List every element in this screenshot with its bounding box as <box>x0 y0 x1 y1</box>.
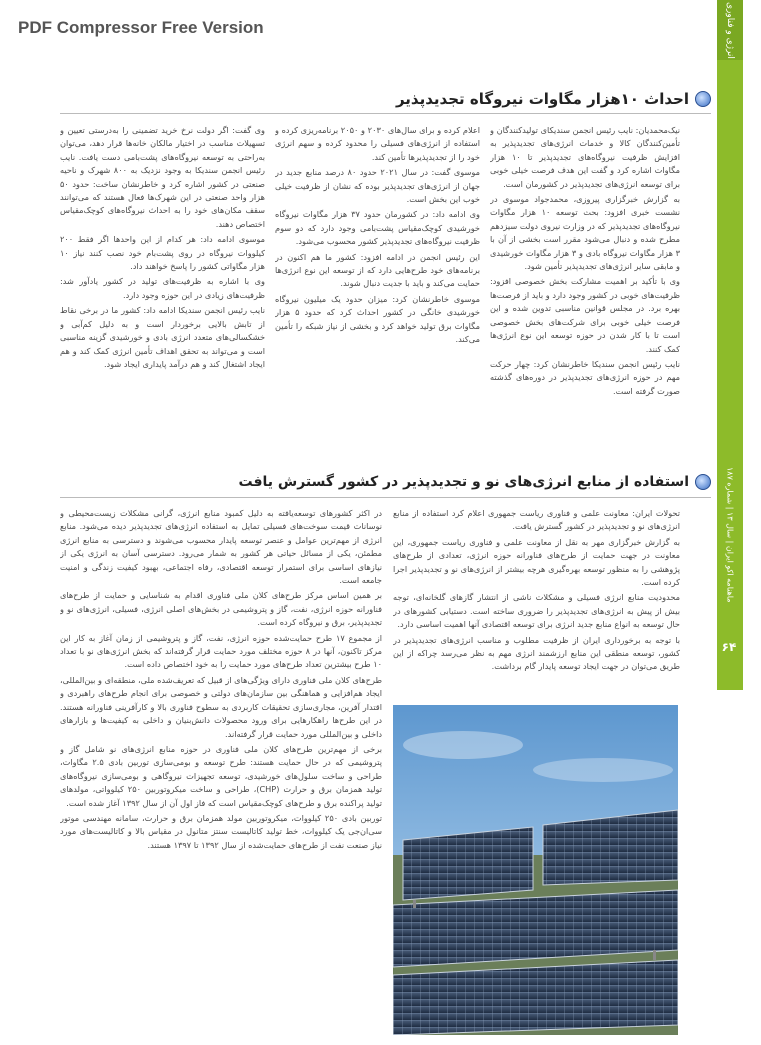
article1-col-middle <box>275 124 480 464</box>
article2-title: استفاده از منابع انرژی‌های نو و تجدیدپذیر در کشور گسترش یافت <box>238 474 689 490</box>
article2-col-left <box>60 507 382 962</box>
page-number: ۶۴ <box>721 640 737 654</box>
paragraph: از مجموع ۱۷ طرح حمایت‌شده حوزه انرژی، نفت، گاز و پتروشیمی از زمان آغاز به کار این مرکز تاکنون، آنها در ۸ حوزه مختلف مورد حمایت قرار گرفته‌اند که بخش انرژی‌های نو با تعداد ۱۰ طرح بیشترین تعداد طرح‌های مورد حمایت را به خود اختصاص داده است. <box>60 632 382 670</box>
paragraph: وی گفت: اگر دولت نرخ خرید تضمینی را به‌درستی تعیین و تسهیلات مناسب در اختیار مالکان خانه‌ها قرار دهد، می‌توان به‌راحتی به توسعه نیروگاه‌های پشت‌بامی دست یافت. نایب رئیس انجمن سندیکا به وجود نزدیک به ۸۰۰ شهرک و ناحیه صنعتی در کشور اشاره کرد و خاطرنشان ساخت: حدود ۵۰ هزار واحد صنعتی در این شهرک‌ها فعال هستند که می‌توانند سقف مکان‌های خود را به احداث نیروگاه‌های کوچک‌مقیاس اختصاص دهند. <box>60 125 265 229</box>
headline-bullet-icon <box>695 474 711 490</box>
paragraph: نایب رئیس انجمن سندیکا خاطرنشان کرد: چهار حرکت مهم در حوزه انرژی‌های تجدیدپذیر در دوره‌های گذشته صورت گرفته است. <box>490 358 680 396</box>
paragraph: نایب رئیس انجمن سندیکا ادامه داد: کشور ما در برخی نقاط از تابش بالایی برخوردار است و به دلیل کم‌آبی و خشکسالی‌های متعدد انرژی بادی و خورشیدی گزینه مناسبی است و می‌تواند به تحقق اهداف تأمین انرژی کمک کند و هم ایجاد اشتغال کند و هم درآمد پایداری ایجاد شود. <box>60 305 265 369</box>
paragraph: وی ادامه داد: در کشورمان حدود ۳۷ هزار مگاوات نیروگاه خورشیدی کوچک‌مقیاس پشت‌بامی وجود دارد که دو سوم ظرفیت نیروگاه‌های تجدیدپذیر کشور محسوب می‌شود. <box>275 209 480 247</box>
article2-col-right <box>393 507 680 697</box>
paragraph: به گزارش خبرگزاری پیروزی، محمدجواد موسوی در نشست خبری افزود: بحث توسعه ۱۰ هزار مگاوات نیروگاه‌های تجدیدپذیر که در وزارت نیروی دولت سیزدهم مطرح شده و دنبال می‌شود مقرر است بخشی از آن با ۳ هزار مگاوات نیروگاه بادی و ۳ هزار مگاوات خورشیدی و مابقی سایر انرژی‌های تجدیدپذیر تأمین شود. <box>490 194 680 272</box>
paragraph: برخی از مهم‌ترین طرح‌های کلان ملی فناوری در حوزه منابع انرژی‌های نو شامل گاز و پتروشیمی که در حال حمایت هستند: طرح توسعه و بومی‌سازی توربین بادی ۲.۵ مگاوات، طراحی و ساخت سلول‌های خورشیدی، توسعه تجهیزات نیروگاهی و بومی‌سازی نیروگاه‌های تولید همزمان برق و حرارت (CHP)، طراحی و ساخت میکروتوربین ۲۵۰ کیلوواتی، مولدهای تولید پراکنده برق و طرح‌های کوچک‌مقیاس است که فاز اول آن از سال ۱۳۹۲ آغاز شده است. <box>60 743 382 808</box>
paragraph: اعلام کرده و برای سال‌های ۲۰۳۰ و ۲۰۵۰ برنامه‌ریزی کرده و استفاده از انرژی‌های فسیلی را محدود کرده و سهم انرژی خود را از تجدیدپذیرها تأمین کند. <box>275 125 480 162</box>
paragraph: در اکثر کشورهای توسعه‌یافته به دلیل کمبود منابع انرژی، گرانی مشکلات زیست‌محیطی و نوسانات قیمت سوخت‌های فسیلی تمایل به استفاده انرژی‌های تجدیدپذیر دیده می‌شود. منابع انرژی از مهم‌ترین عوامل و عنصر توسعه پایدار محسوب می‌شوند و دسترسی به منابع انرژی مطمئن، یکی از مسائل حیاتی هر کشور به شمار می‌رود. دسترسی آسان به انرژی یکی از نیازهای اساسی برای استمرار توسعه اقتصادی، رفاه اجتماعی، بهبود کیفیت زندگی و امنیت جامعه است. <box>60 508 382 586</box>
paragraph: توربین بادی ۲۵۰ کیلووات، میکروتوربین مولد همزمان برق و حرارت، سامانه مهندسی موتور سی‌ان‌جی یک کیلووات، خط تولید کاتالیست سنتز متانول در مقیاس بالا و کاتالیست‌های مورد نیاز صنعت نفت از طرح‌های حمایت‌شده از سال ۱۳۹۲ تا ۱۳۹۷ هستند. <box>60 812 382 850</box>
headline-bullet-icon <box>695 91 711 107</box>
paragraph: با توجه به برخورداری ایران از ظرفیت مطلوب و مناسب انرژی‌های تجدیدپذیر در کشور، توسعه منطقی این منابع ارزشمند انرژی مهم به نظر می‌رسد چراکه از این طریق می‌توان در جهت ایجاد توسعه پایدار گام برداشت. <box>393 634 680 672</box>
article1-title: احداث ۱۰هزار مگاوات نیروگاه تجدیدپذیر <box>395 90 689 108</box>
article1-col-left <box>60 124 265 464</box>
article2-rule <box>60 497 711 498</box>
article1-col-right <box>490 124 680 464</box>
article2-headline <box>239 474 712 490</box>
paragraph: موسوی خاطرنشان کرد: میزان حدود یک میلیون نیروگاه خورشیدی خانگی در کشور احداث کرد که حدود ۵ هزار مگاوات برق تولید خواهد کرد و بخشی از نیاز شبکه را تأمین می‌کند. <box>275 293 480 345</box>
paragraph: موسوی ادامه داد: هر کدام از این واحدها اگر فقط ۲۰۰ کیلووات نیروگاه در روی پشت‌بام خود نصب کنند نیاز ۱۰ هزار مگاواتی کشور را پاسخ خواهند داد. <box>60 234 265 272</box>
paragraph: وی با اشاره به ظرفیت‌های تولید در کشور یادآور شد: ظرفیت‌های زیادی در این حوزه وجود دارد. <box>60 276 265 300</box>
solar-panels-photo <box>393 705 678 1035</box>
paragraph: طرح‌های کلان ملی فناوری دارای ویژگی‌های از قبیل که تعریف‌شده ملی، منطقه‌ای و بین‌المللی، ایجاد هم‌افزایی و هماهنگی بین سازمان‌های دولتی و خصوصی برای انجام طرح‌های راهبردی و اقتدار آفرین، مجاری‌سازی تحقیقات کاربردی به سطوح فناوری بالا و کارآفرینی فناورانه هستند. در این طرح‌ها راهکارهایی برای ورود محصولات دانش‌بنیان و داخلی به کیفیت‌ها و بازارهای داخلی و بین‌المللی مورد حمایت قرار گرفته‌اند. <box>60 674 382 739</box>
paragraph: موسوی گفت: در سال ۲۰۲۱ حدود ۸۰ درصد منابع جدید در جهان از انرژی‌های تجدیدپذیر بوده که نشان از ظرفیت خیلی خوب این بخش است. <box>275 167 480 205</box>
paragraph: نیک‌محمدیان: نایب رئیس انجمن سندیکای تولیدکنندگان و تأمین‌کنندگان کالا و خدمات انرژی‌های تجدیدپذیر به افزایش ظرفیت نیروگاه‌های تجدیدپذیر تا ۱۰ هزار مگاوات اشاره کرد و گفت این هدف فرصت خیلی خوبی برای توسعه انرژی‌های تجدیدپذیر در کشورمان است. <box>490 125 680 189</box>
paragraph: به گزارش خبرگزاری مهر به نقل از معاونت علمی و فناوری ریاست جمهوری، این معاونت در جهت حمایت از طرح‌های فناورانه حوزه انرژی، تعدادی از طرح‌های پژوهشی را به منظور توسعه بهره‌گیری هرچه بیشتر از انرژی‌های نو و تجدیدپذیر اجرا کرده است. <box>393 536 680 588</box>
paragraph: محدودیت منابع انرژی فسیلی و مشکلات ناشی از انتشار گازهای گلخانه‌ای، توجه بیش از پیش به انرژی‌های تجدیدپذیر را ضروری ساخته است. دستیابی کشورهای در حال توسعه به انواع منابع جدید انرژی برای توسعه اقتصادی آنها اهمیت اساسی دارد. <box>393 592 680 630</box>
article1-rule <box>60 113 711 114</box>
paragraph: تحولات ایران: معاونت علمی و فناوری ریاست جمهوری اعلام کرد استفاده از منابع انرژی‌های نو و تجدیدپذیر در کشور گسترش یافت. <box>393 508 680 532</box>
paragraph: وی با تأکید بر اهمیت مشارکت بخش خصوصی افزود: ظرفیت‌های خوبی در کشور وجود دارد و باید از فرصت‌ها بهره برد. در مجلس قوانین مناسبی تدوین شده و این فرصت خیلی خوبی برای شرکت‌های بخش خصوصی است تا با کار شدن در حوزه توسعه این نوع انرژی‌ها کمک کنند. <box>490 276 680 354</box>
journal-info: ماهنامه اکو ایران | سال ۱۳ | شماره ۱۸۷ <box>725 467 735 603</box>
paragraph: بر همین اساس مرکز طرح‌های کلان ملی فناوری اقدام به شناسایی و حمایت از طرح‌های فناورانه حوزه انرژی، نفت، گاز و پتروشیمی در بخش‌های اصلی انرژی، فسیلی، انرژی‌های نو و تجدیدپذیر، برق و نیروگاه کرده است. <box>60 590 382 628</box>
section-tab: انرژی و فناوری <box>717 0 743 60</box>
pdf-compressor-watermark: PDF Compressor Free Version <box>18 18 264 37</box>
article1-headline <box>396 90 711 108</box>
paragraph: این رئیس انجمن در ادامه افزود: کشور ما هم اکنون در برنامه‌های خود طرح‌هایی دارد که از توسعه این نوع انرژی‌ها حمایت می‌کند و باید با جدیت دنبال شوند. <box>275 251 480 289</box>
